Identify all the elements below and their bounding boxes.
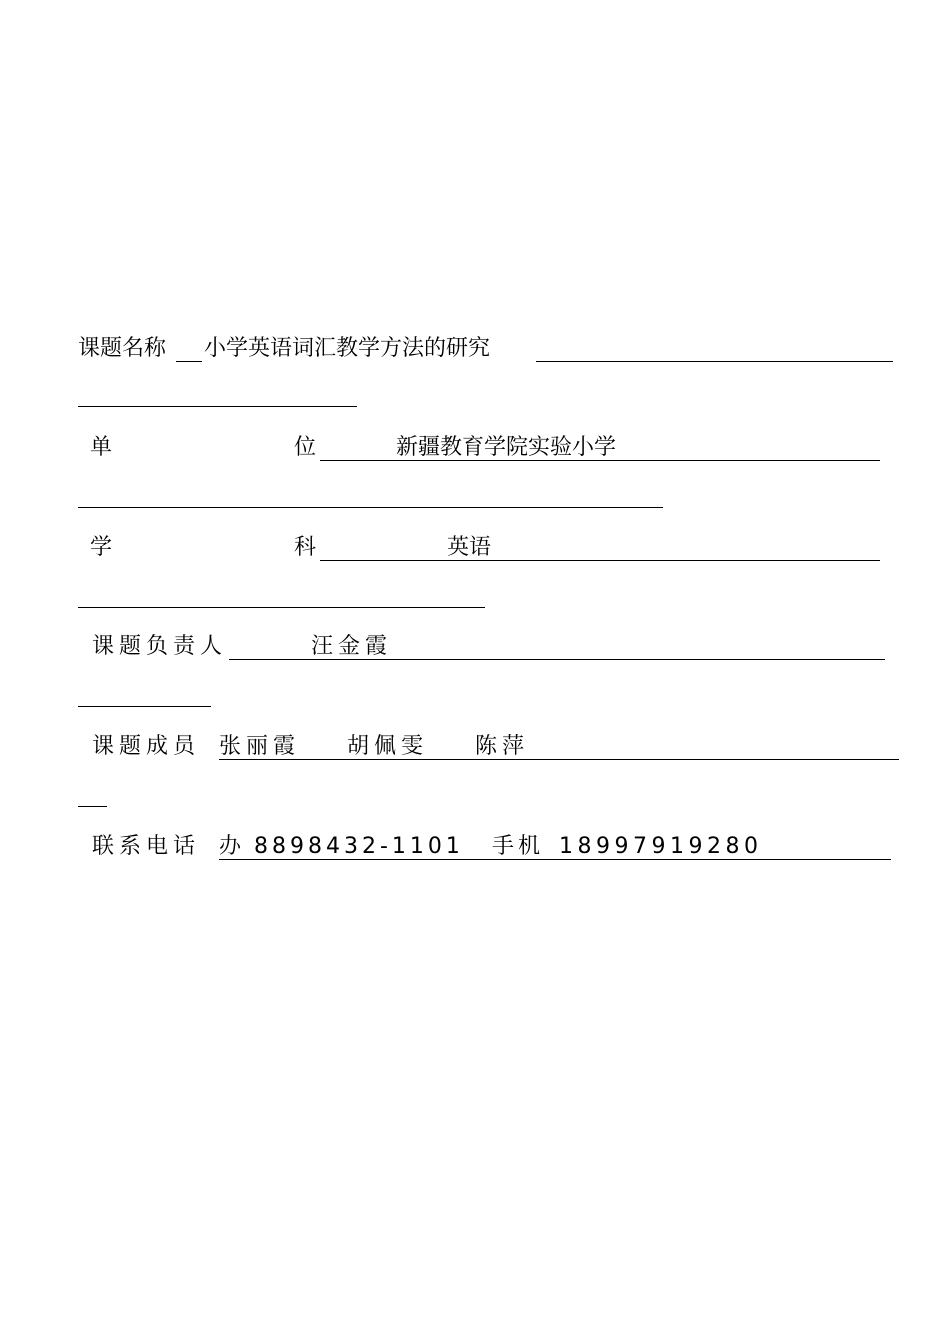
title-value: 小学英语词汇教学方法的研究 bbox=[204, 336, 491, 361]
office-label: 办 bbox=[219, 834, 242, 859]
subject-label-char2: 科 bbox=[294, 535, 317, 560]
member-name-3: 陈萍 bbox=[475, 734, 530, 759]
mobile-label: 手机 bbox=[492, 834, 545, 859]
leader-value: 汪金霞 bbox=[311, 634, 393, 659]
title-continuation-line bbox=[78, 406, 357, 407]
contact-label: 联系电话 bbox=[92, 834, 201, 859]
title-underline-tail bbox=[536, 361, 893, 362]
leader-label: 课题负责人 bbox=[92, 634, 228, 659]
unit-row bbox=[0, 435, 950, 467]
leader-continuation-line bbox=[78, 706, 211, 707]
title-row bbox=[0, 336, 950, 368]
contact-row bbox=[0, 834, 950, 866]
title-label: 课题名称 bbox=[78, 336, 167, 361]
leader-row bbox=[0, 634, 950, 666]
member-name-1: 张丽霞 bbox=[219, 734, 301, 759]
members-label: 课题成员 bbox=[92, 734, 201, 759]
subject-underline bbox=[320, 560, 880, 561]
members-row bbox=[0, 734, 950, 766]
members-continuation-line bbox=[78, 806, 107, 807]
subject-label-char1: 学 bbox=[90, 535, 113, 560]
subject-row bbox=[0, 535, 950, 567]
title-underline-lead bbox=[176, 361, 202, 362]
unit-label-char1: 单 bbox=[90, 435, 113, 460]
unit-continuation-line bbox=[78, 507, 663, 508]
unit-label-char2: 位 bbox=[294, 435, 317, 460]
member-name-2: 胡佩雯 bbox=[347, 734, 429, 759]
subject-continuation-line bbox=[78, 607, 485, 608]
subject-value: 英语 bbox=[447, 535, 492, 560]
members-underline bbox=[219, 759, 899, 760]
mobile-number: 18997919280 bbox=[559, 834, 763, 859]
office-number: 8898432-1101 bbox=[254, 834, 464, 859]
unit-value: 新疆教育学院实验小学 bbox=[396, 435, 617, 460]
